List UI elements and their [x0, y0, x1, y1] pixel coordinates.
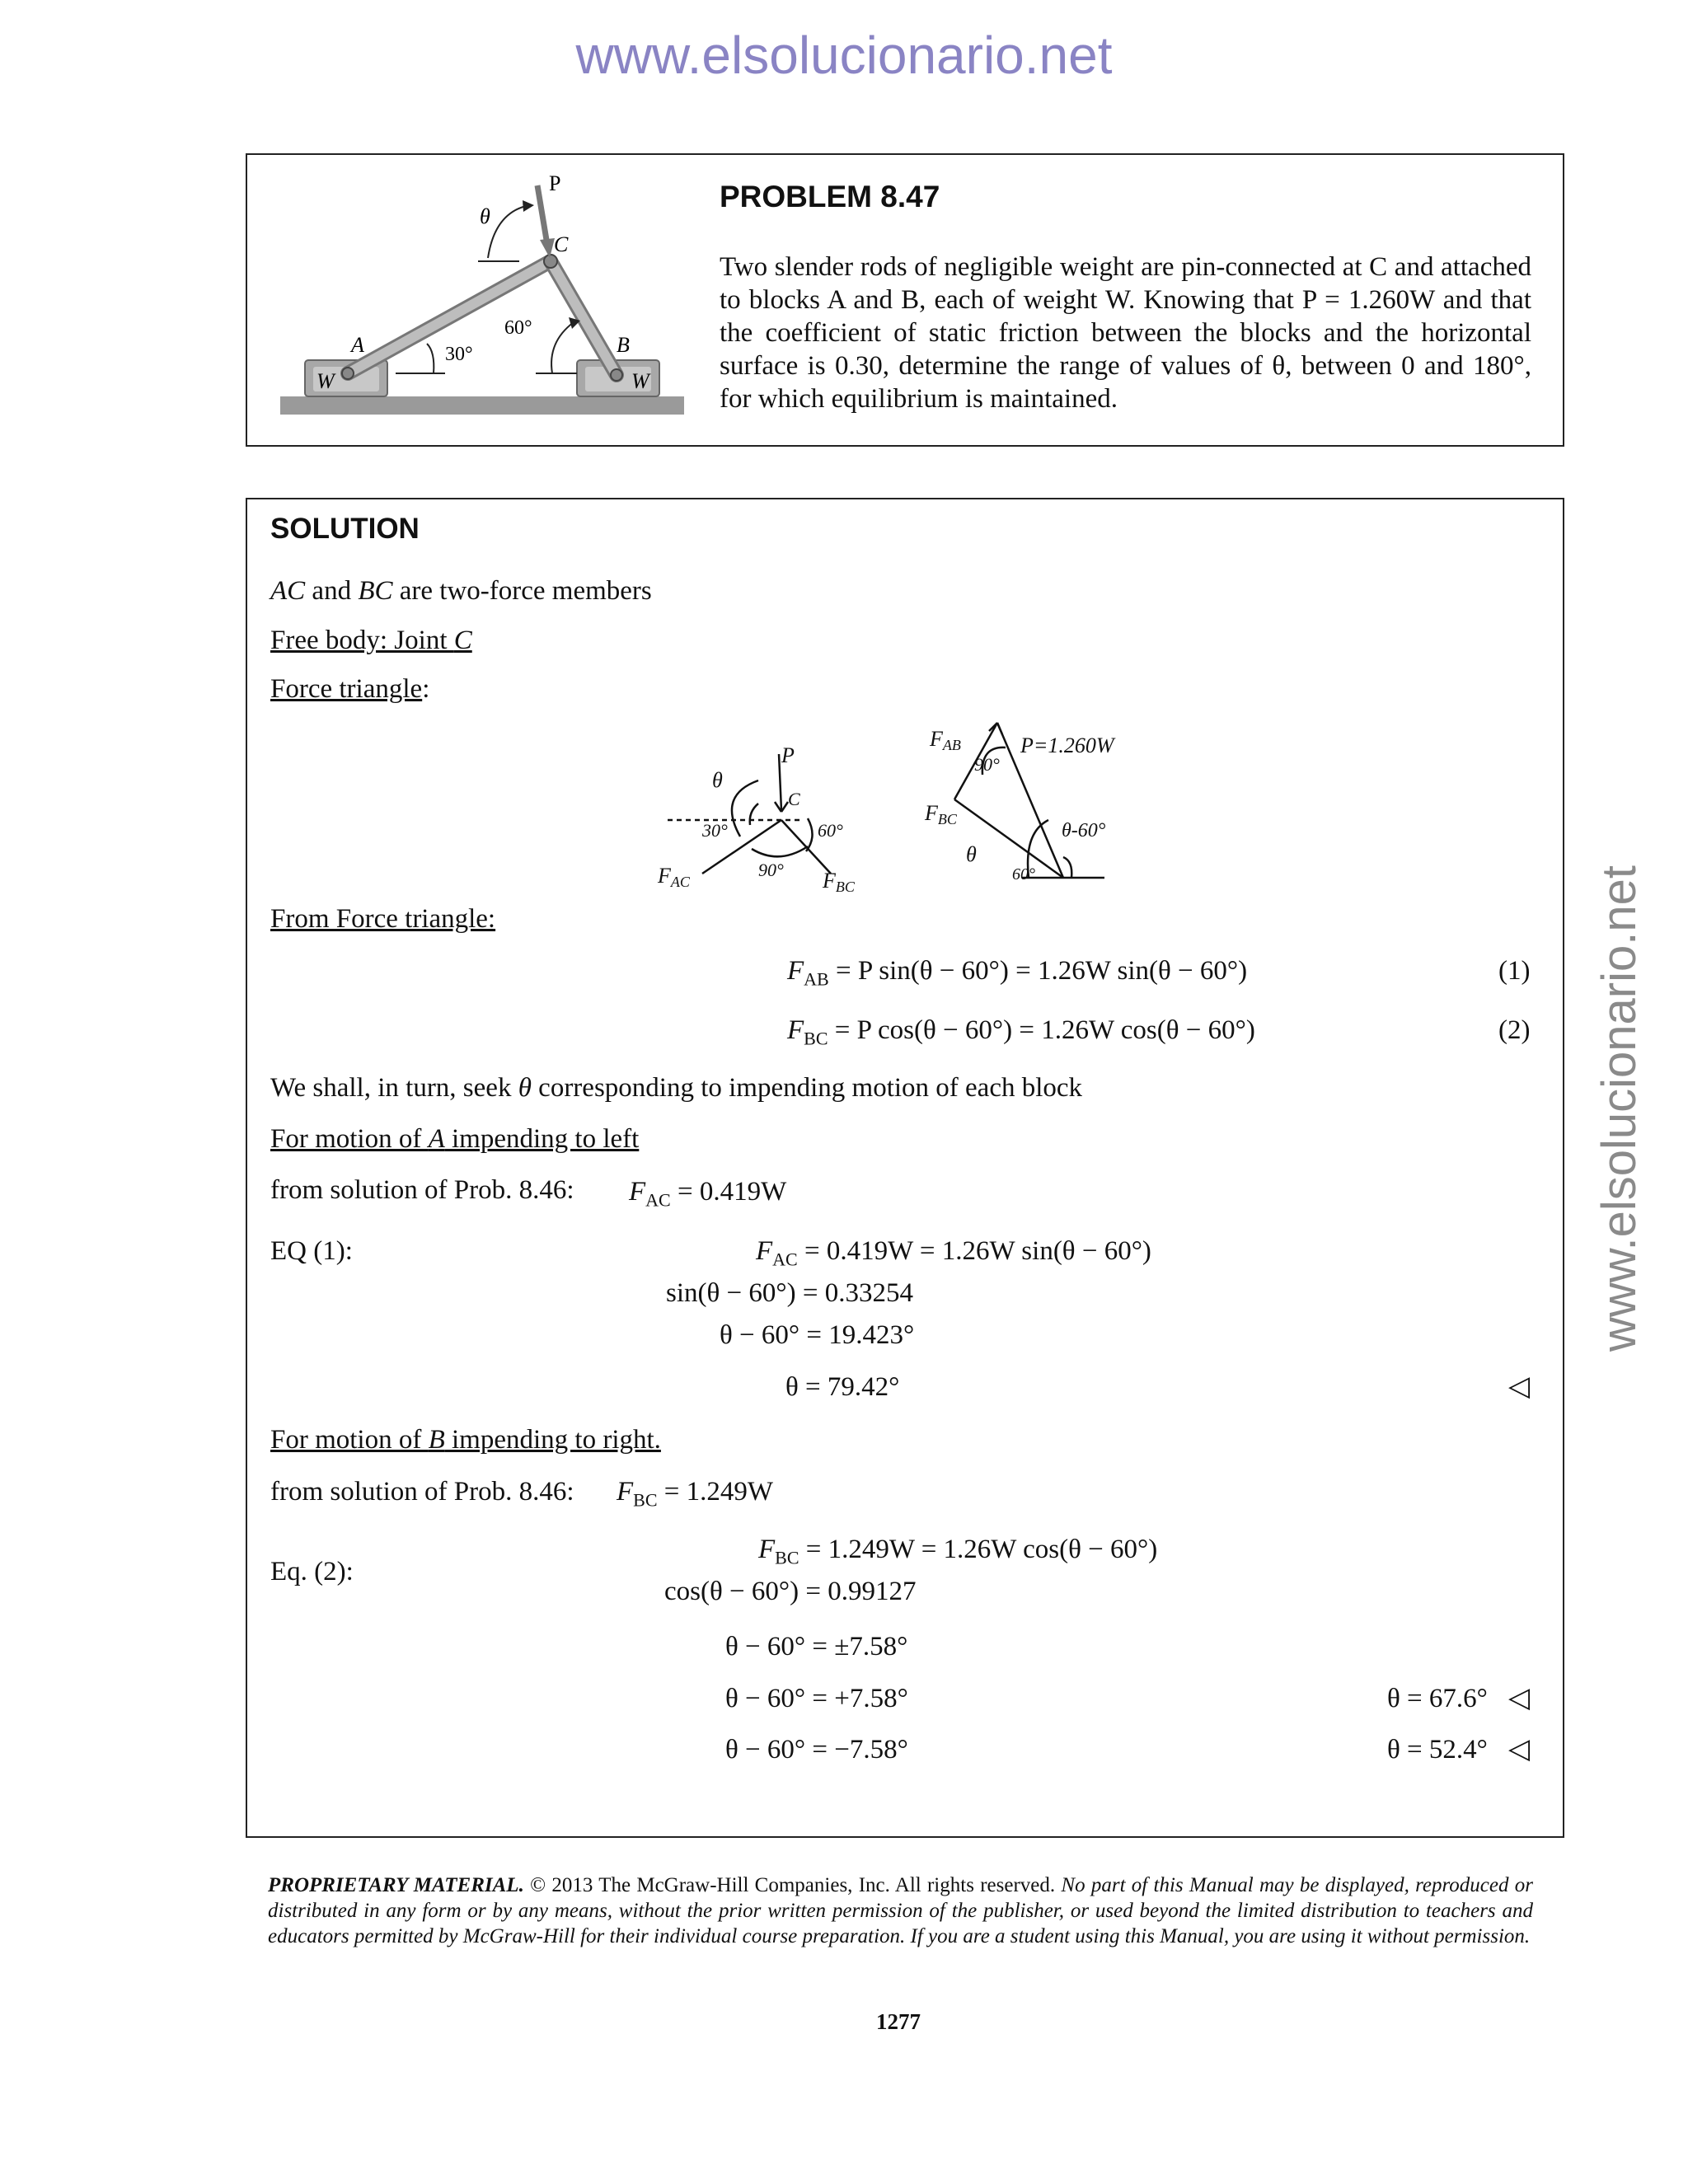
rod-bc-face: [551, 261, 617, 375]
pin-b: [611, 369, 622, 381]
sketch-tri-60: [1063, 857, 1071, 878]
sketch-label-p-eq: P=1.260W: [1020, 733, 1114, 757]
sketch-label-t90: 90°: [974, 754, 1000, 775]
label-b: B: [617, 333, 630, 357]
sketch-label-theta: θ: [712, 768, 723, 792]
a-line-1: $F_{AC} = 0.419W = 1.26W$ sin(θ − 60°): [756, 1236, 1151, 1270]
sketch-tri-head2: [997, 723, 1002, 734]
a-line-3: θ − 60° = 19.423°: [720, 1320, 915, 1350]
force-triangle-heading: Force triangle:: [270, 674, 430, 704]
prob846-b-text: from solution of Prob. 8.46:: [270, 1477, 574, 1507]
prob846-a-text: from solution of Prob. 8.46:: [270, 1175, 574, 1205]
sketch-p-head2: [781, 802, 788, 812]
b-line-5: θ − 60° = −7.58°: [725, 1735, 908, 1765]
sketch-label-fac: FAC: [658, 864, 690, 890]
answer-mark-b1: ◁: [1508, 1681, 1531, 1714]
sketch-label-fab: FAB: [930, 727, 961, 753]
answer-mark-b2: ◁: [1508, 1732, 1531, 1765]
b-result-1: θ = 67.6°: [1387, 1684, 1488, 1713]
fac-value: $F_{AC} = 0.419W$: [629, 1177, 787, 1211]
sketch-label-60b: 60°: [1012, 865, 1035, 883]
sketch-label-p: P: [781, 743, 795, 767]
fbc-value: $F_{BC} = 1.249W$: [617, 1477, 774, 1511]
a-line-2: sin(θ − 60°) = 0.33254: [666, 1278, 913, 1308]
label-c: C: [554, 232, 569, 256]
label-60: 60°: [504, 317, 532, 339]
b-line-3: θ − 60° = ±7.58°: [725, 1632, 908, 1661]
footer-copyright: PROPRIETARY MATERIAL. © 2013 The McGraw-Hill Companies, Inc. All rights reserved. No part of this Manual may be displayed, reproduced or distributed in any form or by any means, without the prior written permission of the publisher, or used beyond the limited distribution to teachers and educators permitted by McGraw-Hill for their individual course preparation. If you are a student using this Manual, you are using it without permission.: [268, 1874, 1533, 1947]
answer-mark-a: ◁: [1508, 1370, 1531, 1403]
a-result: θ = 79.42°: [785, 1372, 900, 1402]
label-theta: θ: [480, 204, 490, 228]
problem-text: Two slender rods of negligible weight are pin-connected at C and attached to blocks A and B, each of weight W. Knowing that P = 1.260W and that the coefficient of static friction between the blocks and the horizontal surface is 0.30, determine the range of values of θ, between 0 and 180°, for which equilibrium is maintained.: [720, 252, 1531, 414]
label-a: A: [351, 333, 364, 357]
page-number: 1277: [876, 2009, 921, 2034]
label-p: P: [549, 171, 561, 195]
equation-1: $F_{AB} = P$ sin(θ − 60°) = 1.26W sin(θ − 60°): [787, 956, 1248, 990]
sketch-label-theta2: θ: [966, 842, 977, 866]
solution-title: SOLUTION: [270, 513, 420, 545]
b-result-2: θ = 52.4°: [1387, 1735, 1488, 1765]
eq1-label: EQ (1):: [270, 1236, 353, 1266]
sketch-label-fbc2: FBC: [925, 801, 957, 827]
b-line-1: $F_{BC} = 1.249W = 1.26W$ cos(θ − 60°): [758, 1535, 1158, 1568]
sketch-label-theta-minus: θ-60°: [1062, 820, 1106, 841]
watermark-top: www.elsolucionario.net: [575, 26, 1113, 85]
force-p-shaft: [537, 185, 547, 245]
theta-arc-head: [523, 200, 534, 212]
watermark-side: www.elsolucionario.net: [1592, 865, 1646, 1352]
pin-a: [342, 368, 354, 379]
seek-line: We shall, in turn, seek θ corresponding to impending motion of each block: [270, 1073, 1083, 1103]
from-force-triangle: From Force triangle:: [270, 904, 496, 934]
equation-2-number: (2): [1498, 1015, 1531, 1045]
motion-b-heading: For motion of B impending to right.: [270, 1425, 661, 1455]
sketch-30-arc: [750, 804, 758, 825]
motion-a-heading: For motion of A impending to left: [270, 1124, 640, 1154]
problem-title: PROBLEM 8.47: [720, 180, 940, 213]
pin-c: [544, 255, 557, 268]
two-force-line: AC and BC are two-force members: [270, 576, 652, 606]
label-w-right: W: [631, 369, 649, 393]
equation-1-number: (1): [1498, 956, 1531, 986]
sketch-90-arc: [752, 846, 808, 856]
force-sketch: [643, 713, 1154, 902]
problem-figure: [272, 169, 701, 433]
equation-2: $F_{BC} = P$ cos(θ − 60°) = 1.26W cos(θ − 60°): [787, 1015, 1255, 1049]
eq2-label: Eq. (2):: [270, 1557, 354, 1586]
ground: [280, 396, 684, 415]
sketch-label-60: 60°: [818, 820, 843, 841]
label-w-left: W: [316, 369, 335, 393]
b-line-4: θ − 60° = +7.58°: [725, 1684, 908, 1713]
b-line-2: cos(θ − 60°) = 0.99127: [664, 1577, 917, 1606]
sketch-label-c: C: [788, 789, 800, 809]
label-30: 30°: [445, 344, 473, 365]
free-body-heading: Free body: Joint C: [270, 626, 472, 655]
sketch-label-30: 30°: [702, 820, 728, 841]
theta-arc: [488, 206, 526, 258]
sketch-label-fbc: FBC: [823, 869, 855, 895]
sketch-label-90: 90°: [758, 860, 784, 880]
angle-30-arc: [427, 344, 434, 373]
angle-60-arc: [551, 322, 574, 373]
